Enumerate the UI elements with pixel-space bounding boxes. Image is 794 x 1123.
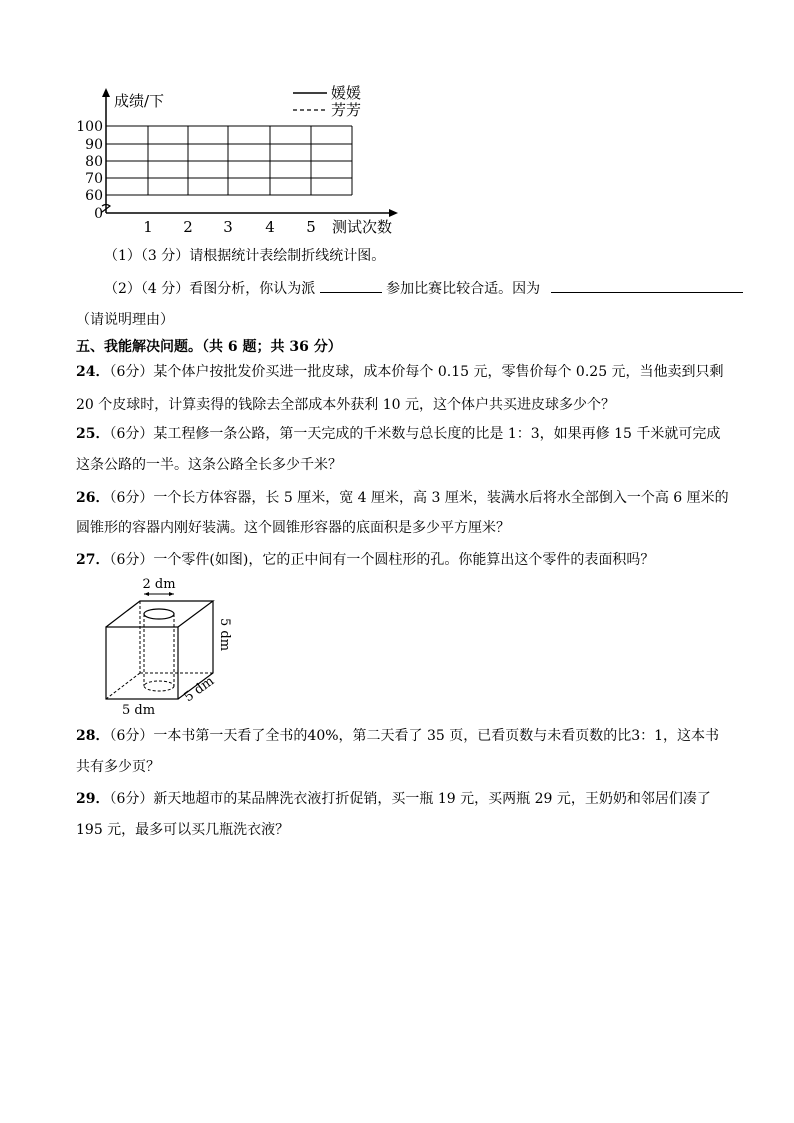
- x-axis-label: 测试次数: [332, 218, 393, 236]
- line-chart: [70, 80, 410, 240]
- legend-label: 媛媛: [331, 84, 362, 102]
- question-28: [76, 726, 719, 746]
- question-text: 一本书第一天看了全书的40%，第二天看了 35 页，已看页数与未看页数的比3：1，这本书: [153, 728, 720, 744]
- question-text: 某工程修一条公路，第一天完成的千米数与总长度的比是 1：3，如果再修 15 千米就可完成: [153, 426, 721, 442]
- question-number: 29．: [76, 791, 110, 807]
- question-25: [76, 424, 720, 444]
- question-score: （6分）: [109, 426, 154, 442]
- question-29-cont: [76, 820, 289, 840]
- height-label: 5 dm: [217, 618, 232, 652]
- depth-label: 5 dm: [181, 673, 218, 706]
- x-tick-label: 5: [306, 218, 316, 236]
- y-tick-label: 80: [85, 154, 103, 170]
- hole-diameter-label: 2 dm: [142, 577, 176, 592]
- y-tick-label: 70: [85, 171, 103, 187]
- question-24: [76, 362, 724, 382]
- x-tick-label: 3: [223, 218, 233, 236]
- question-text: 一个零件(如图)，它的正中间有一个圆柱形的孔。你能算出这个零件的表面积吗？: [153, 552, 655, 568]
- x-axis-arrow: [389, 209, 398, 217]
- answer-blank-reason[interactable]: [551, 292, 743, 293]
- y-axis-arrow: [102, 88, 110, 97]
- question-number: 25．: [76, 426, 110, 442]
- y-tick-label: 60: [85, 188, 103, 204]
- horizontal-gridlines: [106, 126, 352, 195]
- question-26-cont: [76, 518, 510, 538]
- q23-part2-note: [76, 310, 174, 330]
- question-29: [76, 789, 711, 809]
- width-label: 5 dm: [122, 703, 156, 718]
- question-number: 26．: [76, 490, 110, 506]
- question-score: （6分）: [109, 552, 154, 568]
- q23-part1: [104, 246, 385, 266]
- q23-part2-text-b: 参加比赛比较合适。因为: [386, 281, 541, 297]
- x-tick-label: 2: [183, 218, 193, 236]
- y-tick-label: 0: [94, 206, 103, 222]
- question-text: 一个长方体容器，长 5 厘米，宽 4 厘米，高 3 厘米，装满水后将水全部倒入一个高 6 厘米的: [153, 490, 729, 506]
- question-score: （6分）: [109, 364, 154, 380]
- y-tick-label: 90: [85, 137, 103, 153]
- question-26: [76, 488, 729, 508]
- q23-part2-note-text: （请说明理由）: [76, 312, 174, 328]
- question-score: （6分）: [109, 490, 154, 506]
- question-text: 共有多少页？: [76, 759, 160, 775]
- hole-top: [144, 609, 174, 619]
- x-tick-label: 1: [143, 218, 153, 236]
- question-text: 195 元，最多可以买几瓶洗衣液？: [76, 822, 290, 838]
- question-text: 20 个皮球时，计算卖得的钱除去全部成本外获利 10 元，这个体户共买进皮球多少个？: [76, 397, 615, 413]
- question-number: 28．: [76, 728, 110, 744]
- question-24-cont: [76, 395, 615, 415]
- cuboid-figure: [100, 574, 250, 719]
- question-text: 这条公路的一半。这条公路全长多少千米？: [76, 457, 342, 473]
- question-28-cont: [76, 757, 160, 777]
- y-tick-label: 100: [76, 119, 103, 135]
- question-text: 圆锥形的容器内刚好装满。这个圆锥形容器的底面积是多少平方厘米？: [76, 520, 510, 536]
- question-number: 27．: [76, 552, 110, 568]
- legend-label: 芳芳: [331, 101, 362, 119]
- q23-part2-text-a: （2）（4 分）看图分析，你认为派: [104, 281, 316, 297]
- question-number: 24．: [76, 364, 110, 380]
- section-heading: [76, 337, 342, 357]
- q23-part1-text: （1）（3 分）请根据统计表绘制折线统计图。: [104, 248, 386, 264]
- section-heading-text: 五、我能解决问题。（共 6 题；共 36 分）: [76, 339, 342, 355]
- question-27: [76, 550, 654, 570]
- question-text: 某个体户按批发价买进一批皮球，成本价每个 0.15 元，零售价每个 0.25 元，当他卖到只剩: [153, 364, 724, 380]
- answer-blank-who[interactable]: [320, 292, 382, 293]
- question-score: （6分）: [109, 728, 154, 744]
- x-tick-label: 4: [265, 218, 275, 236]
- question-text: 新天地超市的某品牌洗衣液打折促销，买一瓶 19 元，买两瓶 29 元，王奶奶和邻居们凑了: [153, 791, 711, 807]
- legend: [293, 84, 361, 119]
- question-25-cont: [76, 455, 342, 475]
- q23-part2: [104, 279, 743, 299]
- y-axis-label: 成绩/下: [114, 92, 165, 110]
- question-score: （6分）: [109, 791, 154, 807]
